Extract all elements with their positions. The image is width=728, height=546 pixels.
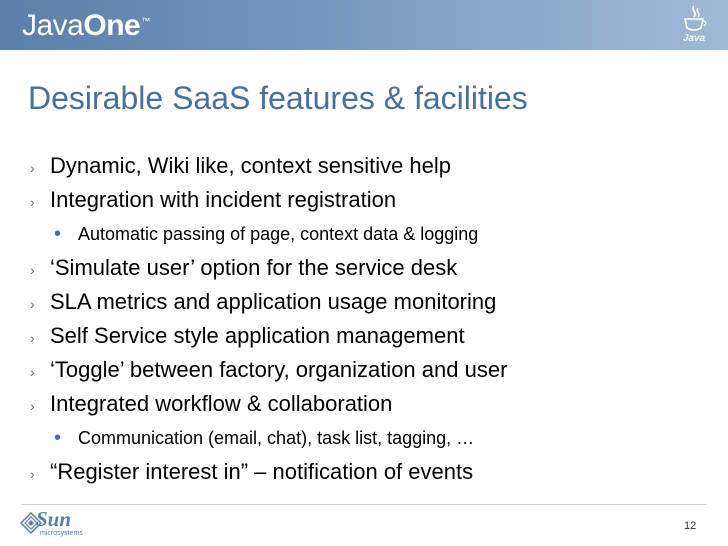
bullet-item xyxy=(30,355,720,389)
java-cup-icon-svg xyxy=(676,4,712,34)
bullet-text: SLA metrics and application usage monitoring xyxy=(50,289,497,314)
bullet-item xyxy=(30,287,720,321)
bullet-text: Communication (email, chat), task list, tagging, … xyxy=(78,428,475,448)
bullet-list xyxy=(30,151,720,491)
logo-java-text: Java xyxy=(22,9,84,42)
bullet-item xyxy=(30,321,720,355)
bullet-item xyxy=(30,151,720,185)
bullet-text: ‘Simulate user’ option for the service desk xyxy=(50,255,458,280)
header-banner xyxy=(0,0,728,50)
bullet-item xyxy=(30,253,720,287)
sun-logo-text: Sun xyxy=(36,507,72,531)
java-cup-icon xyxy=(676,4,712,46)
logo-one-text: One xyxy=(83,9,141,42)
logo-trademark: ™ xyxy=(141,16,151,26)
bullet-item xyxy=(30,185,720,219)
bullet-marker: › xyxy=(30,262,35,278)
sub-bullet-marker: • xyxy=(54,427,62,449)
bullet-marker: › xyxy=(30,296,35,312)
slide-title: Desirable SaaS features & facilities xyxy=(28,80,528,116)
sub-bullet-item xyxy=(30,219,720,253)
bullet-text: Integrated workflow & collaboration xyxy=(50,391,393,416)
bullet-marker: › xyxy=(30,364,35,380)
bullet-text: ‘Toggle’ between factory, organization and user xyxy=(50,357,508,382)
bullet-text: Automatic passing of page, context data & logging xyxy=(78,224,479,244)
bullet-marker: › xyxy=(30,466,35,482)
bullet-text: Integration with incident registration xyxy=(50,187,397,212)
bullet-text: Self Service style application management xyxy=(50,323,465,348)
bullet-marker: › xyxy=(30,194,35,210)
bullet-item xyxy=(30,389,720,423)
footer-divider xyxy=(22,504,706,505)
bullet-text: Dynamic, Wiki like, context sensitive help xyxy=(50,153,452,178)
bullet-text: “Register interest in” – notification of events xyxy=(50,459,474,484)
sub-bullet-marker: • xyxy=(54,223,62,245)
sub-bullet-item xyxy=(30,423,720,457)
java-badge-label: Java xyxy=(682,33,706,44)
page-number: 12 xyxy=(684,520,697,532)
bullet-item xyxy=(30,457,720,491)
bullet-marker: › xyxy=(30,160,35,176)
bullet-marker: › xyxy=(30,398,35,414)
bullet-marker: › xyxy=(30,330,35,346)
javaone-logo xyxy=(22,6,150,46)
sun-logo-subtext: microsystems xyxy=(40,530,83,537)
